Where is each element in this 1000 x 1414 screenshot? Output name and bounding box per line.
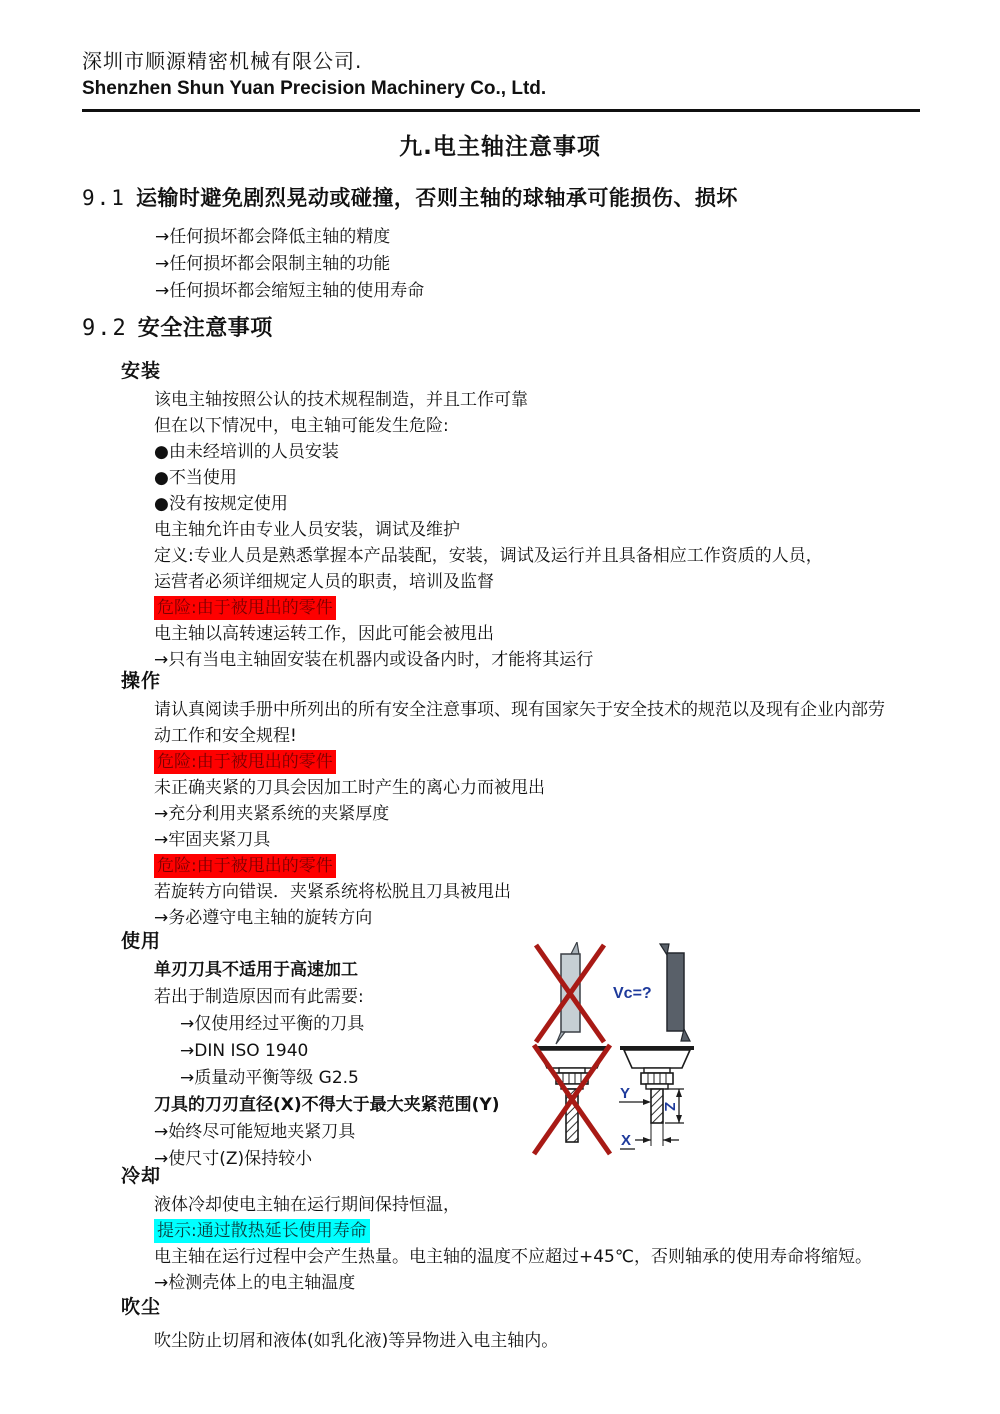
text-line: 若旋转方向错误．夹紧系统将松脱且刀具被甩出 xyxy=(154,882,511,902)
text-line: 电主轴以高转速运转工作，因此可能会被甩出 xyxy=(154,624,494,644)
company-name-en: Shenzhen Shun Yuan Precision Machinery Co., Ltd. xyxy=(82,78,547,99)
subsection-title: 冷却 xyxy=(121,1165,162,1187)
subsection-title: 吹尘 xyxy=(121,1296,162,1318)
subsection-title: 安装 xyxy=(121,360,162,382)
text-line: ●没有按规定使用 xyxy=(154,494,288,514)
dim-z-label: Z xyxy=(661,1102,678,1112)
subsection-operate xyxy=(0,668,1000,931)
text-line: 请认真阅读手册中所列出的所有安全注意事项、现有国家矢于安全技术的规范以及现有企业内部劳动工作和安全规程! xyxy=(154,700,885,746)
text-line: →牢固夹紧刀具 xyxy=(154,830,271,850)
company-name-cn: 深圳市顺源精密机械有限公司. xyxy=(82,49,363,73)
dim-y-label: Y xyxy=(620,1085,631,1102)
text-line: →使尺寸(Z)保持较小 xyxy=(154,1149,313,1169)
text-line: →DIN ISO 1940 xyxy=(180,1041,309,1061)
text-line: →只有当电主轴固安装在机器内或设备内时，才能将其运行 xyxy=(154,650,594,670)
text-line: 未正确夹紧的刀具会因加工时产生的离心力而被甩出 xyxy=(154,778,545,798)
danger-highlight: 危险:由于被甩出的零件 xyxy=(154,854,336,878)
text-line: →充分利用夹紧系统的夹紧厚度 xyxy=(154,804,390,824)
subsection-cool xyxy=(0,1163,1000,1296)
figure-single-blade-tool xyxy=(536,942,690,1044)
text-line: →检测壳体上的电主轴温度 xyxy=(154,1273,356,1293)
subsection-title: 使用 xyxy=(121,930,162,952)
danger-highlight: 危险:由于被甩出的零件 xyxy=(154,750,336,774)
text-line xyxy=(154,749,1000,775)
section-9-2-heading xyxy=(82,311,273,342)
text-line xyxy=(154,595,1000,621)
hint-highlight: 提示:通过散热延长使用寿命 xyxy=(154,1219,370,1243)
subsection-install xyxy=(0,358,1000,673)
subsection-dust xyxy=(0,1294,1000,1354)
tool-usage-diagram xyxy=(527,942,709,1170)
section-heading-text: 安全注意事项 xyxy=(137,316,273,341)
text-line: 单刃刀具不适用于高速加工 xyxy=(154,960,358,980)
text-line: 定义:专业人员是熟悉掌握本产品装配，安装，调试及运行并且具备相应工作资质的人员， xyxy=(154,546,823,566)
dim-x-label: X xyxy=(621,1132,632,1149)
text-line: 该电主轴按照公认的技术规程制造，并且工作可靠 xyxy=(154,390,528,410)
text-line: 吹尘防止切屑和液体(如乳化液)等异物进入电主轴内。 xyxy=(154,1331,559,1351)
subsection-lines xyxy=(154,697,1000,931)
text-line: ●不当使用 xyxy=(154,468,237,488)
text-line xyxy=(154,853,1000,879)
cutting-speed-label: Vc=? xyxy=(613,985,652,1002)
section-9-1-items xyxy=(155,224,424,305)
section-number: 9.1 xyxy=(82,186,126,210)
section-9-1-item: →任何损坏都会限制主轴的功能 xyxy=(155,254,391,274)
text-line: →始终尽可能短地夹紧刀具 xyxy=(154,1122,356,1142)
text-line xyxy=(154,1218,1000,1244)
text-line: 运营者必须详细规定人员的职责，培训及监督 xyxy=(154,572,494,592)
text-line: 电主轴允许由专业人员安装，调试及维护 xyxy=(154,520,460,540)
text-line: →务必遵守电主轴的旋转方向 xyxy=(154,908,373,928)
text-line: →质量动平衡等级 G2.5 xyxy=(180,1068,359,1088)
page-title: 九.电主轴注意事项 xyxy=(399,134,601,160)
subsection-title: 操作 xyxy=(121,670,162,692)
subsection-lines xyxy=(154,1192,1000,1296)
subsection-use xyxy=(0,928,1000,1173)
text-line: →仅使用经过平衡的刀具 xyxy=(180,1014,365,1034)
section-9-1-heading xyxy=(82,182,738,212)
section-number: 9.2 xyxy=(82,316,128,341)
subsection-lines xyxy=(154,1328,1000,1354)
danger-highlight: 危险:由于被甩出的零件 xyxy=(154,596,336,620)
section-9-1-item: →任何损坏都会缩短主轴的使用寿命 xyxy=(155,281,425,301)
figure-clamping-wrong xyxy=(534,1045,610,1154)
page-header xyxy=(82,46,920,112)
text-line: 但在以下情况中，电主轴可能发生危险: xyxy=(154,416,449,436)
section-heading-text: 运输时避免剧烈晃动或碰撞，否则主轴的球轴承可能损伤、损坏 xyxy=(135,186,738,210)
text-line: ●由未经培训的人员安装 xyxy=(154,442,339,462)
text-line: 液体冷却使电主轴在运行期间保持恒温， xyxy=(154,1195,460,1215)
text-line: 刀具的刀刃直径(X)不得大于最大夹紧范围(Y) xyxy=(154,1095,500,1115)
subsection-lines xyxy=(154,387,1000,673)
figure-clamping-dimensions xyxy=(619,1048,694,1149)
text-line: 电主轴在运行过程中会产生热量。电主轴的温度不应超过+45℃，否则轴承的使用寿命将缩短。 xyxy=(154,1247,872,1267)
section-9-1-item: →任何损坏都会降低主轴的精度 xyxy=(155,227,391,247)
text-line: 若出于制造原因而有此需要: xyxy=(154,987,364,1007)
